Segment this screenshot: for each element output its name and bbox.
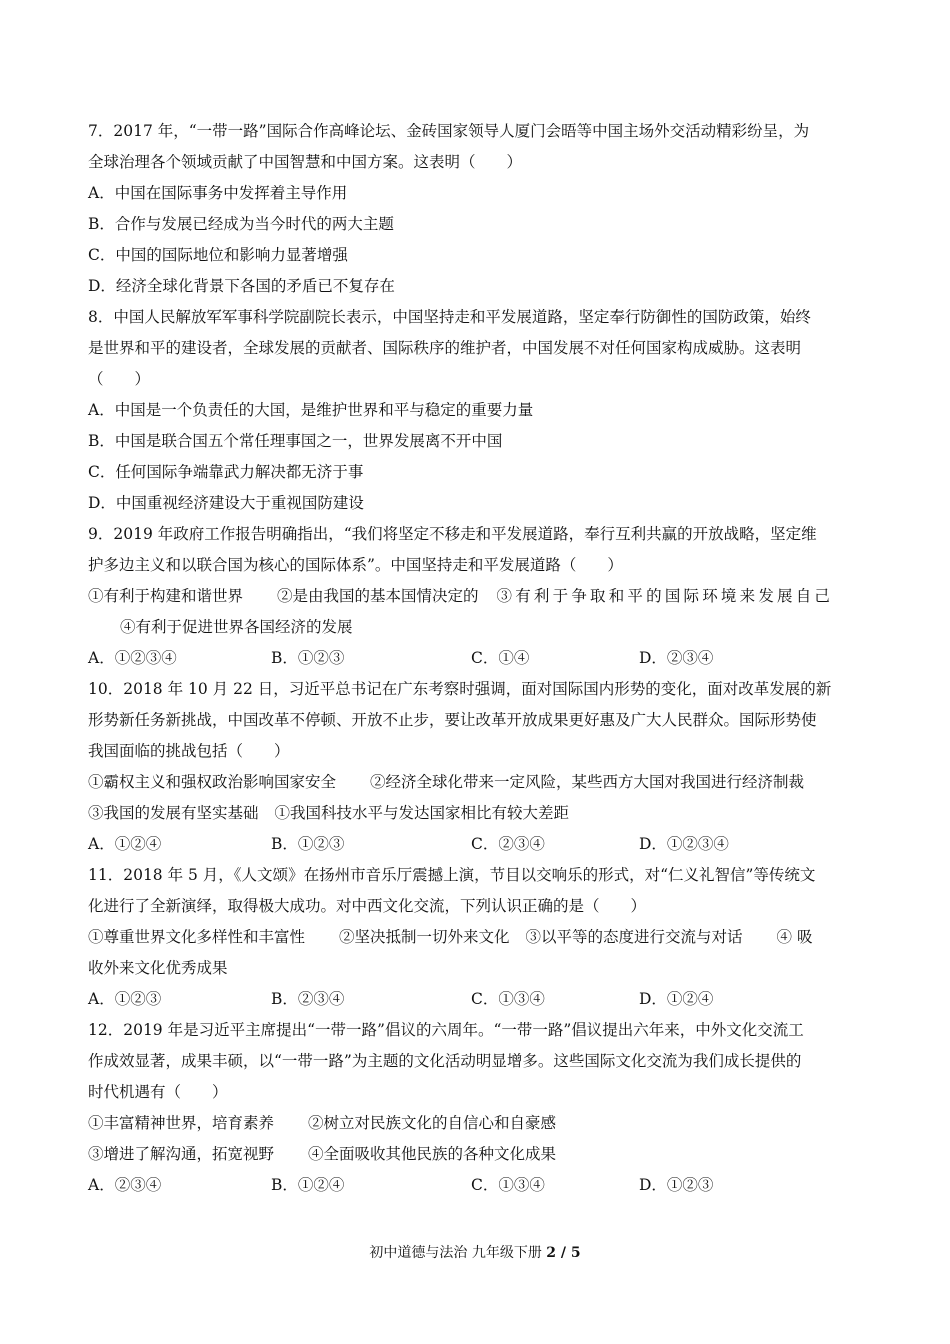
option-b: B．中国是联合国五个常任理事国之一，世界发展离不开中国 — [88, 432, 503, 450]
question-10 — [88, 674, 868, 860]
statement: ①霸权主义和强权政治影响国家安全 — [88, 773, 337, 791]
option-d: D．②③④ — [639, 649, 714, 667]
option-d: D．①②③ — [639, 1176, 714, 1194]
statement-line — [88, 767, 868, 798]
option-b: B．①②③ — [271, 649, 345, 667]
question-9 — [88, 519, 868, 674]
statement: ③增进了解沟通，拓宽视野 — [88, 1145, 275, 1163]
option-d: D．①②③④ — [639, 835, 729, 853]
statement: ③以平等的态度进行交流与对话 — [525, 928, 743, 946]
question-8 — [88, 302, 868, 519]
page-number: 2 / 5 — [546, 1245, 581, 1261]
option-b: B．①②③ — [271, 835, 345, 853]
statement: ①尊重世界文化多样性和丰富性 — [88, 928, 306, 946]
statement: 收外来文化优秀成果 — [88, 959, 228, 977]
option-a: A．①②④ — [88, 835, 162, 853]
option-a: A．①②③ — [88, 990, 162, 1008]
footer-subject: 初中道德与法治 九年级下册 — [369, 1245, 547, 1261]
option-c: C．①③④ — [471, 990, 545, 1008]
question-stem: 10．2018 年 10 月 22 日，习近平总书记在广东考察时强调，面对国际国内形势的变化，面对改革发展的新 — [88, 680, 832, 698]
option-b: B．①②④ — [271, 1176, 345, 1194]
question-list — [88, 116, 868, 1201]
option-a: A．中国在国际事务中发挥着主导作用 — [88, 184, 348, 202]
question-stem: 我国面临的挑战包括（ ） — [88, 742, 290, 760]
answer-options — [88, 984, 868, 1015]
statement: ③我国的发展有坚实基础 — [88, 804, 259, 822]
statement: ②是由我国的基本国情决定的 — [277, 587, 479, 605]
page-footer — [0, 1242, 950, 1262]
question-7 — [88, 116, 868, 302]
question-stem: （ ） — [88, 370, 151, 388]
statement-line — [88, 1108, 868, 1139]
statement: ④ 吸 — [776, 928, 813, 946]
question-stem: 作成效显著，成果丰硕，以“一带一路”为主题的文化活动明显增多。这些国际文化交流为我们成长提供的 — [88, 1052, 802, 1070]
question-stem: 11．2018 年 5 月，《人文颂》在扬州市音乐厅震撼上演，节目以交响乐的形式，对“仁义礼智信”等传统文 — [88, 866, 816, 884]
option-b: B．②③④ — [271, 990, 345, 1008]
option-c: C．中国的国际地位和影响力显著增强 — [88, 246, 348, 264]
question-stem: 是世界和平的建设者，全球发展的贡献者、国际秩序的维护者，中国发展不对任何国家构成威胁。这表明 — [88, 339, 802, 357]
question-stem: 9．2019 年政府工作报告明确指出，“我们将坚定不移走和平发展道路，奉行互利共赢的开放战略，坚定维 — [88, 525, 817, 543]
answer-options — [88, 1170, 868, 1201]
question-11 — [88, 860, 868, 1015]
option-c: C．任何国际争端靠武力解决都无济于事 — [88, 463, 364, 481]
option-d: D．①②④ — [639, 990, 714, 1008]
option-d: D．中国重视经济建设大于重视国防建设 — [88, 494, 364, 512]
statement: ③有利于争取和平的国际环境来发展自己 — [496, 587, 834, 605]
statement: ②经济全球化带来一定风险，某些西方大国对我国进行经济制裁 — [370, 773, 805, 791]
option-c: C．①③④ — [471, 1176, 545, 1194]
question-stem: 8．中国人民解放军军事科学院副院长表示，中国坚持走和平发展道路，坚定奉行防御性的国防政策，始终 — [88, 308, 811, 326]
option-a: A．①②③④ — [88, 649, 177, 667]
question-12 — [88, 1015, 868, 1201]
statement: ④有利于促进世界各国经济的发展 — [120, 618, 353, 636]
statement-line — [88, 581, 868, 612]
statement-line — [88, 798, 868, 829]
option-d: D．经济全球化背景下各国的矛盾已不复存在 — [88, 277, 395, 295]
statement: ④全面吸收其他民族的各种文化成果 — [308, 1145, 557, 1163]
statement-line — [88, 1139, 868, 1170]
option-b: B．合作与发展已经成为当今时代的两大主题 — [88, 215, 394, 233]
question-stem: 时代机遇有（ ） — [88, 1083, 228, 1101]
question-stem: 12．2019 年是习近平主席提出“一带一路”倡议的六周年。“一带一路”倡议提出六年来，中外文化交流工 — [88, 1021, 804, 1039]
question-stem: 化进行了全新演绎，取得极大成功。对中西文化交流，下列认识正确的是（ ） — [88, 897, 647, 915]
question-stem: 形势新任务新挑战，中国改革不停顿、开放不止步，要让改革开放成果更好惠及广大人民群众。国际形势使 — [88, 711, 817, 729]
statement: ②坚决抵制一切外来文化 — [339, 928, 510, 946]
statement-line — [88, 922, 868, 953]
question-stem: 全球治理各个领域贡献了中国智慧和中国方案。这表明（ ） — [88, 153, 523, 171]
option-c: C．②③④ — [471, 835, 545, 853]
option-a: A．②③④ — [88, 1176, 162, 1194]
answer-options — [88, 829, 868, 860]
answer-options — [88, 643, 868, 674]
statement-line — [88, 612, 868, 643]
question-stem: 护多边主义和以联合国为核心的国际体系”。中国坚持走和平发展道路（ ） — [88, 556, 623, 574]
statement: ①有利于构建和谐世界 — [88, 587, 244, 605]
question-stem: 7．2017 年，“一带一路”国际合作高峰论坛、金砖国家领导人厦门会晤等中国主场外交活动精彩纷呈，为 — [88, 122, 810, 140]
option-c: C．①④ — [471, 649, 530, 667]
statement: ①丰富精神世界，培育素养 — [88, 1114, 275, 1132]
option-a: A．中国是一个负责任的大国，是维护世界和平与稳定的重要力量 — [88, 401, 534, 419]
statement-line — [88, 953, 868, 984]
statement: ②树立对民族文化的自信心和自豪感 — [308, 1114, 557, 1132]
statement: ①我国科技水平与发达国家相比有较大差距 — [274, 804, 570, 822]
